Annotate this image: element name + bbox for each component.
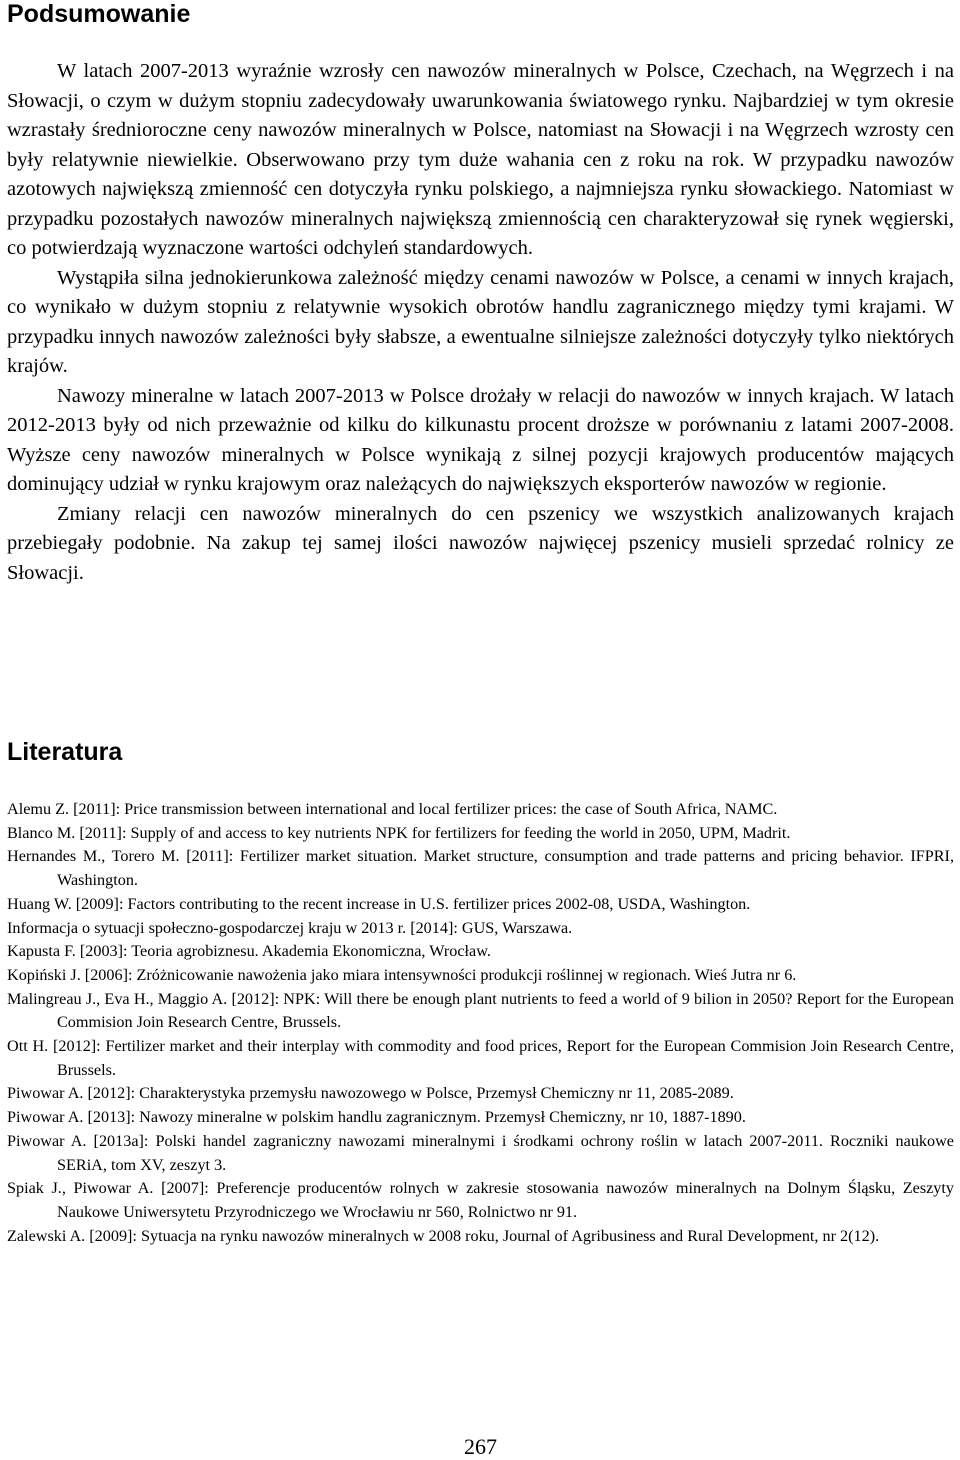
summary-paragraph: W latach 2007-2013 wyraźnie wzrosły cen nawozów mineralnych w Polsce, Czechach, na Węgrzech i na Słowacji, o czym w dużym stopniu zadecydowały uwarunkowania światowego rynku. Najbardziej w tym okresie wzrastały średnioroczne ceny nawozów mineralnych w Polsce, natomiast na Słowacji i na Węgrzech wzrosty cen były relatywnie niewielkie. Obserwowano przy tym duże wahania cen z roku na rok. W przypadku nawozów azotowych największą zmienność cen dotyczyła rynku polskiego, a najmniejsza rynku słowackiego. Natomiast w przypadku pozostałych nawozów mineralnych największą zmiennością cen charakteryzował się rynek węgierski, co potwierdzają wyznaczone wartości odchyleń standardowych. [7, 60, 954, 259]
page-number: 267 [464, 1434, 497, 1459]
literature-heading: Literatura [7, 738, 123, 766]
reference-item: Alemu Z. [2011]: Price transmission between international and local fertilizer prices: the case of South Africa, NAMC. [7, 800, 778, 818]
reference-item: Hernandes M., Torero M. [2011]: Fertilizer market situation. Market structure, consumption and trade patterns and pricing behavior. IFPRI, Washington. [7, 847, 954, 890]
summary-paragraph: Wystąpiła silna jednokierunkowa zależność między cenami nawozów w Polsce, a cenami w innych krajach, co wynikało w dużym stopniu z relatywnie wysokich obrotów handlu zagranicznego między tymi krajami. W przypadku innych nawozów zależności były słabsze, a ewentualne silniejsze zależności dotyczyły tylko niektórych krajów. [7, 266, 954, 377]
summary-heading: Podsumowanie [7, 0, 191, 28]
reference-item: Piwowar A. [2012]: Charakterystyka przemysłu nawozowego w Polsce, Przemysł Chemiczny nr 11, 2085-2089. [7, 1084, 734, 1103]
summary-section [7, 57, 954, 588]
reference-item: Piwowar A. [2013]: Nawozy mineralne w polskim handlu zagranicznym. Przemysł Chemiczny, nr 10, 1887-1890. [7, 1108, 746, 1127]
reference-item: Kapusta F. [2003]: Teoria agrobiznesu. Akademia Ekonomiczna, Wrocław. [7, 942, 491, 961]
summary-paragraph: Nawozy mineralne w latach 2007-2013 w Polsce drożały w relacji do nawozów w innych krajach. W latach 2012-2013 były od nich przeważnie od kilku do kilkunastu procent droższe w porównaniu z latami 2007-2008. Wyższe ceny nawozów mineralnych w Polsce wynikają z silnej pozycji krajowych producentów mających dominujący udział w rynku krajowym oraz należących do największych eksporterów nawozów w regionie. [7, 384, 954, 495]
reference-item: Zalewski A. [2009]: Sytuacja na rynku nawozów mineralnych w 2008 roku, Journal of Agribusiness and Rural Development, nr 2(12). [7, 1226, 880, 1245]
reference-list [7, 798, 954, 1248]
summary-paragraph: Zmiany relacji cen nawozów mineralnych do cen pszenicy we wszystkich analizowanych krajach przebiegały podobnie. Na zakup tej samej ilości nawozów najwięcej pszenicy musieli sprzedać rolnicy ze Słowacji. [7, 502, 954, 584]
reference-item: Piwowar A. [2013a]: Polski handel zagraniczny nawozami mineralnymi i środkami ochrony roślin w latach 2007-2011. Roczniki naukowe SERiA, tom XV, zeszyt 3. [7, 1131, 954, 1174]
reference-item: Huang W. [2009]: Factors contributing to the recent increase in U.S. fertilizer prices 2002-08, USDA, Washington. [7, 894, 751, 913]
reference-item: Kopiński J. [2006]: Zróżnicowanie nawożenia jako miara intensywności produkcji roślinnej w regionach. Wieś Jutra nr 6. [7, 965, 797, 984]
reference-item: Spiak J., Piwowar A. [2007]: Preferencje producentów rolnych w zakresie stosowania nawozów mineralnych na Dolnym Śląsku, Zeszyty Naukowe Uniwersytetu Przyrodniczego we Wrocławiu nr 560, Rolnictwo nr 91. [7, 1179, 954, 1221]
reference-item: Malingreau J., Eva H., Maggio A. [2012]: NPK: Will there be enough plant nutrients to feed a world of 9 bilion in 2050? Report for the European Commision Join Research Centre, Brussels. [7, 989, 954, 1032]
reference-item: Informacja o sytuacji społeczno-gospodarczej kraju w 2013 r. [2014]: GUS, Warszawa. [7, 918, 573, 937]
reference-item: Blanco M. [2011]: Supply of and access to key nutrients NPK for fertilizers for feeding the world in 2050, UPM, Madrit. [7, 823, 791, 842]
reference-item: Ott H. [2012]: Fertilizer market and their interplay with commodity and food prices, Report for the European Commision Join Research Centre, Brussels. [7, 1037, 954, 1079]
